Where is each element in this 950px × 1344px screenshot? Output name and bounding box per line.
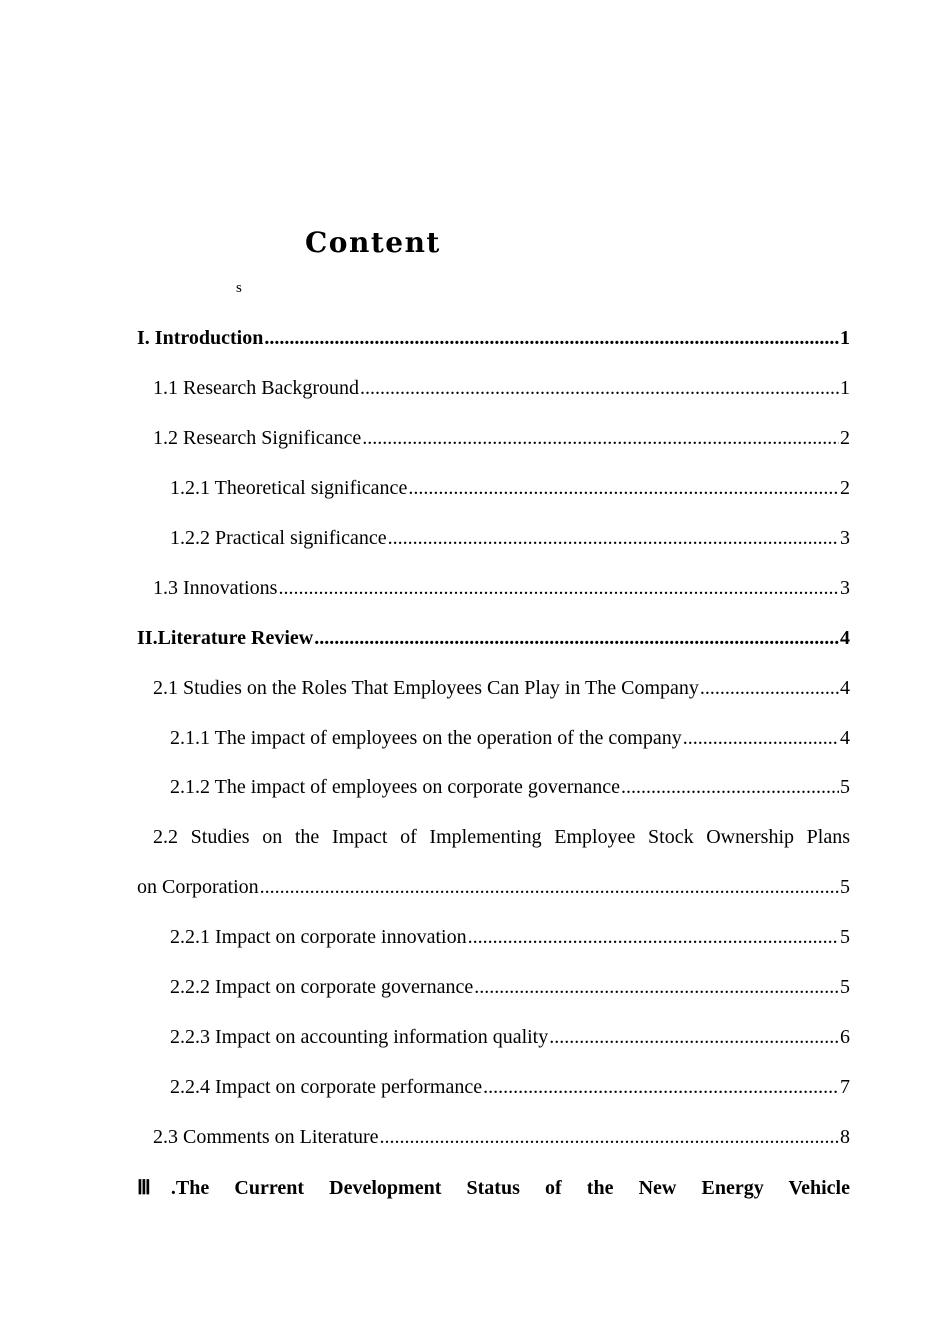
toc-entry-label: 2.3 Comments on Literature bbox=[153, 1125, 379, 1148]
toc-entry[interactable] bbox=[137, 613, 850, 663]
toc-entry[interactable] bbox=[137, 364, 850, 414]
dot-leader bbox=[264, 327, 839, 350]
dot-leader bbox=[408, 477, 839, 500]
toc-entry-label: 1.2 Research Significance bbox=[153, 427, 362, 450]
toc-entry[interactable] bbox=[137, 813, 850, 863]
toc-entry-page-number: 7 bbox=[840, 1075, 850, 1098]
toc-entry-page-number: 6 bbox=[840, 1025, 850, 1048]
dot-leader bbox=[260, 876, 839, 899]
dot-leader bbox=[683, 727, 839, 750]
dot-leader bbox=[468, 926, 839, 949]
toc-entry-page-number: 2 bbox=[840, 477, 850, 500]
toc-entry[interactable] bbox=[137, 663, 850, 713]
toc-entry-label: 1.1 Research Background bbox=[153, 377, 360, 400]
dot-leader bbox=[278, 577, 839, 600]
dot-leader bbox=[700, 677, 839, 700]
toc-entry[interactable] bbox=[137, 414, 850, 464]
toc-entry-label: on Corporation bbox=[137, 876, 259, 899]
toc-entry-label: 2.1.2 The impact of employees on corporate governance bbox=[170, 776, 621, 799]
toc-entry[interactable] bbox=[137, 763, 850, 813]
toc-entry-page-number: 4 bbox=[840, 676, 850, 699]
toc-entry[interactable] bbox=[137, 1162, 850, 1212]
toc-entry[interactable] bbox=[137, 863, 850, 913]
dot-leader bbox=[621, 776, 839, 799]
toc-entry-page-number: 5 bbox=[840, 776, 850, 799]
toc-entry[interactable] bbox=[137, 1062, 850, 1112]
toc-entry[interactable] bbox=[137, 913, 850, 963]
dot-leader bbox=[314, 627, 839, 650]
toc-entry-label: II.Literature Review bbox=[137, 626, 314, 649]
page-title: Content bbox=[305, 226, 441, 259]
toc-entry-page-number: 2 bbox=[840, 427, 850, 450]
dot-leader bbox=[483, 1076, 839, 1099]
dot-leader bbox=[360, 377, 839, 400]
toc-entry-label: 1.2.2 Practical significance bbox=[170, 527, 387, 549]
toc-entry-label: Ⅲ.The Current Development Status of the New Energy Vehicle bbox=[137, 1176, 850, 1199]
toc-entry-page-number: 5 bbox=[840, 926, 850, 949]
toc-entry-label: 1.3 Innovations bbox=[153, 576, 278, 599]
toc-entry-label: 2.2.4 Impact on corporate performance bbox=[170, 1075, 483, 1098]
dot-leader bbox=[388, 527, 839, 550]
toc-entry-page-number: 1 bbox=[840, 327, 850, 350]
toc-entry[interactable] bbox=[137, 713, 850, 763]
toc-entry-page-number: 5 bbox=[840, 876, 850, 899]
toc-entry[interactable] bbox=[137, 1112, 850, 1162]
toc-entry-label: 2.2.1 Impact on corporate innovation bbox=[170, 926, 467, 949]
toc-entry-page-number: 4 bbox=[840, 726, 850, 749]
toc-entry[interactable] bbox=[137, 963, 850, 1013]
toc-entry[interactable] bbox=[137, 464, 850, 514]
toc-entry-page-number: 3 bbox=[840, 576, 850, 599]
toc-entry-label: 2.2.3 Impact on accounting information quality bbox=[170, 1025, 549, 1048]
toc-entry-page-number: 4 bbox=[840, 626, 850, 649]
dot-leader bbox=[549, 1026, 839, 1049]
table-of-contents bbox=[137, 314, 850, 1212]
dot-leader bbox=[380, 1126, 839, 1149]
toc-entry-label: I. Introduction bbox=[137, 327, 264, 350]
toc-entry-page-number: 8 bbox=[840, 1125, 850, 1148]
toc-entry-label: 2.2.2 Impact on corporate governance bbox=[170, 976, 474, 999]
dot-leader bbox=[474, 976, 839, 999]
toc-entry-label: 2.1.1 The impact of employees on the operation of the company bbox=[170, 726, 682, 749]
toc-entry[interactable] bbox=[137, 314, 850, 364]
dot-leader bbox=[362, 427, 839, 450]
toc-entry-page-number: 3 bbox=[840, 527, 850, 549]
toc-entry[interactable] bbox=[137, 1012, 850, 1062]
title-overflow-letter: s bbox=[236, 280, 242, 296]
toc-entry-label: 2.2 Studies on the Impact of Implementing Employee Stock Ownership Plans bbox=[153, 826, 850, 849]
toc-entry-page-number: 1 bbox=[840, 377, 850, 400]
toc-entry-page-number: 5 bbox=[840, 976, 850, 999]
toc-entry-label: 2.1 Studies on the Roles That Employees Can Play in The Company bbox=[153, 676, 699, 699]
toc-entry[interactable] bbox=[137, 514, 850, 564]
toc-entry[interactable] bbox=[137, 563, 850, 613]
toc-entry-label: 1.2.1 Theoretical significance bbox=[170, 477, 408, 500]
